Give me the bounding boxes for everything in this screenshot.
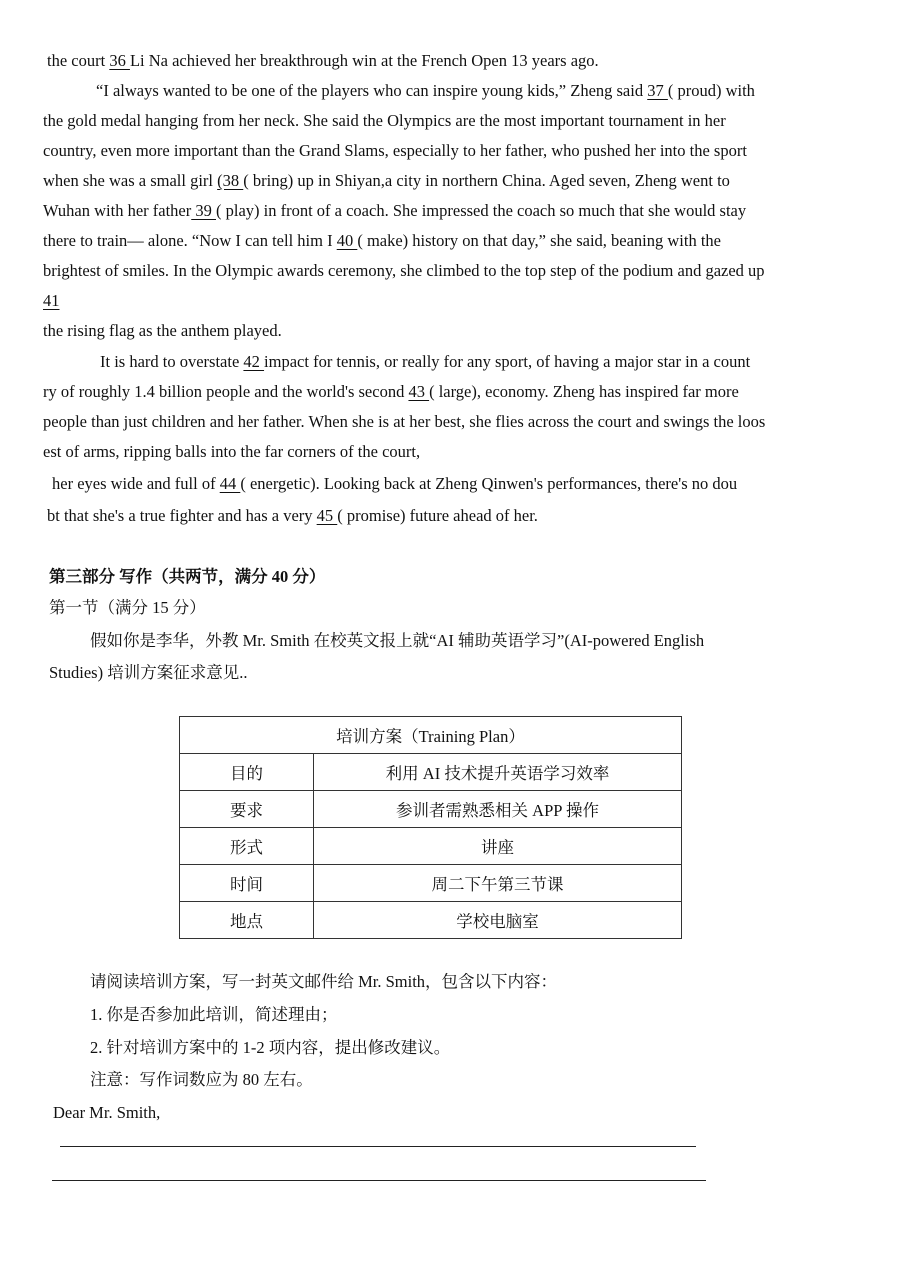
blank-38[interactable]: (38 (217, 171, 244, 190)
passage-line: est of arms, ripping balls into the far corners of the court, (43, 442, 421, 461)
passage-line: bt that she's a true fighter and has a very 45 ( promise) future ahead of her. (47, 506, 538, 525)
instruction-item-2: 2. 针对培训方案中的 1-2 项内容，提出修改建议。 (90, 1038, 451, 1057)
blank-42[interactable]: 42 (243, 352, 265, 371)
blank-40[interactable]: 40 (336, 231, 358, 250)
blank-44[interactable]: 44 (219, 474, 241, 493)
row-value: 利用 AI 技术提升英语学习效率 (314, 754, 682, 791)
passage-line: the court 36 Li Na achieved her breakthrough win at the French Open 13 years ago. (47, 51, 599, 70)
passage-line: Wuhan with her father 39 ( play) in front of a coach. She impressed the coach so much that she would stay (43, 201, 747, 220)
passage-line: there to train— alone. “Now I can tell him I 40 ( make) history on that day,” she said, beaning with the (43, 231, 721, 250)
passage-line: country, even more important than the Grand Slams, especially to her father, who pushed her into the sport (43, 141, 747, 160)
table-row (180, 902, 682, 939)
word-count-note: 注意：写作词数应为 80 左右。 (90, 1070, 313, 1089)
writing-line[interactable] (52, 1180, 706, 1181)
row-value: 讲座 (314, 828, 682, 865)
passage-line: It is hard to overstate 42 impact for tennis, or really for any sport, of having a major star in a count (100, 352, 751, 371)
writing-line[interactable] (60, 1146, 696, 1147)
subsection-title: 第一节（满分 15 分） (49, 598, 206, 617)
passage-line: when she was a small girl (38 ( bring) up in Shiyan,a city in northern China. Aged seven, Zheng went to (43, 171, 730, 190)
table-header-row (180, 717, 682, 754)
row-key: 形式 (180, 828, 314, 865)
row-value: 学校电脑室 (314, 902, 682, 939)
passage-line: ry of roughly 1.4 billion people and the world's second 43 ( large), economy. Zheng has inspired far more (43, 382, 739, 401)
blank-39[interactable]: 39 (191, 201, 216, 220)
row-key: 要求 (180, 791, 314, 828)
letter-salutation: Dear Mr. Smith, (53, 1103, 161, 1122)
table-header: 培训方案（Training Plan） (180, 717, 682, 754)
row-value: 周二下午第三节课 (314, 865, 682, 902)
blank-43[interactable]: 43 (408, 382, 430, 401)
blank-41[interactable]: 41 (43, 291, 60, 310)
training-plan-table (179, 716, 682, 939)
row-key: 时间 (180, 865, 314, 902)
row-value: 参训者需熟悉相关 APP 操作 (314, 791, 682, 828)
instructions-lead: 请阅读培训方案，写一封英文邮件给 Mr. Smith，包含以下内容： (90, 972, 558, 991)
passage-line: “I always wanted to be one of the players who can inspire young kids,” Zheng said 37 ( proud) with (96, 81, 755, 100)
passage-line (43, 291, 60, 311)
task-intro: 假如你是李华，外教 Mr. Smith 在校英文报上就“AI 辅助英语学习”(AI-powered English (90, 631, 705, 650)
blank-45[interactable]: 45 (316, 506, 338, 525)
table-row (180, 828, 682, 865)
table-row (180, 791, 682, 828)
table-row (180, 754, 682, 791)
row-key: 地点 (180, 902, 314, 939)
passage-line: the rising flag as the anthem played. (43, 321, 282, 340)
table-row (180, 865, 682, 902)
section-title: 第三部分 写作（共两节，满分 40 分） (49, 567, 326, 586)
passage-line: the gold medal hanging from her neck. She said the Olympics are the most important tournament in her (43, 111, 726, 130)
row-key: 目的 (180, 754, 314, 791)
passage-line: people than just children and her father. When she is at her best, she flies across the court and swings the loos (43, 412, 766, 431)
passage-line: brightest of smiles. In the Olympic awards ceremony, she climbed to the top step of the podium and gazed up (43, 261, 765, 280)
instruction-item-1: 1. 你是否参加此培训，简述理由； (90, 1005, 338, 1024)
passage-line: her eyes wide and full of 44 ( energetic). Looking back at Zheng Qinwen's performances, there's no dou (52, 474, 738, 493)
blank-36[interactable]: 36 (109, 51, 130, 70)
blank-37[interactable]: 37 (647, 81, 668, 100)
task-intro-cont: Studies) 培训方案征求意见.. (49, 663, 248, 682)
